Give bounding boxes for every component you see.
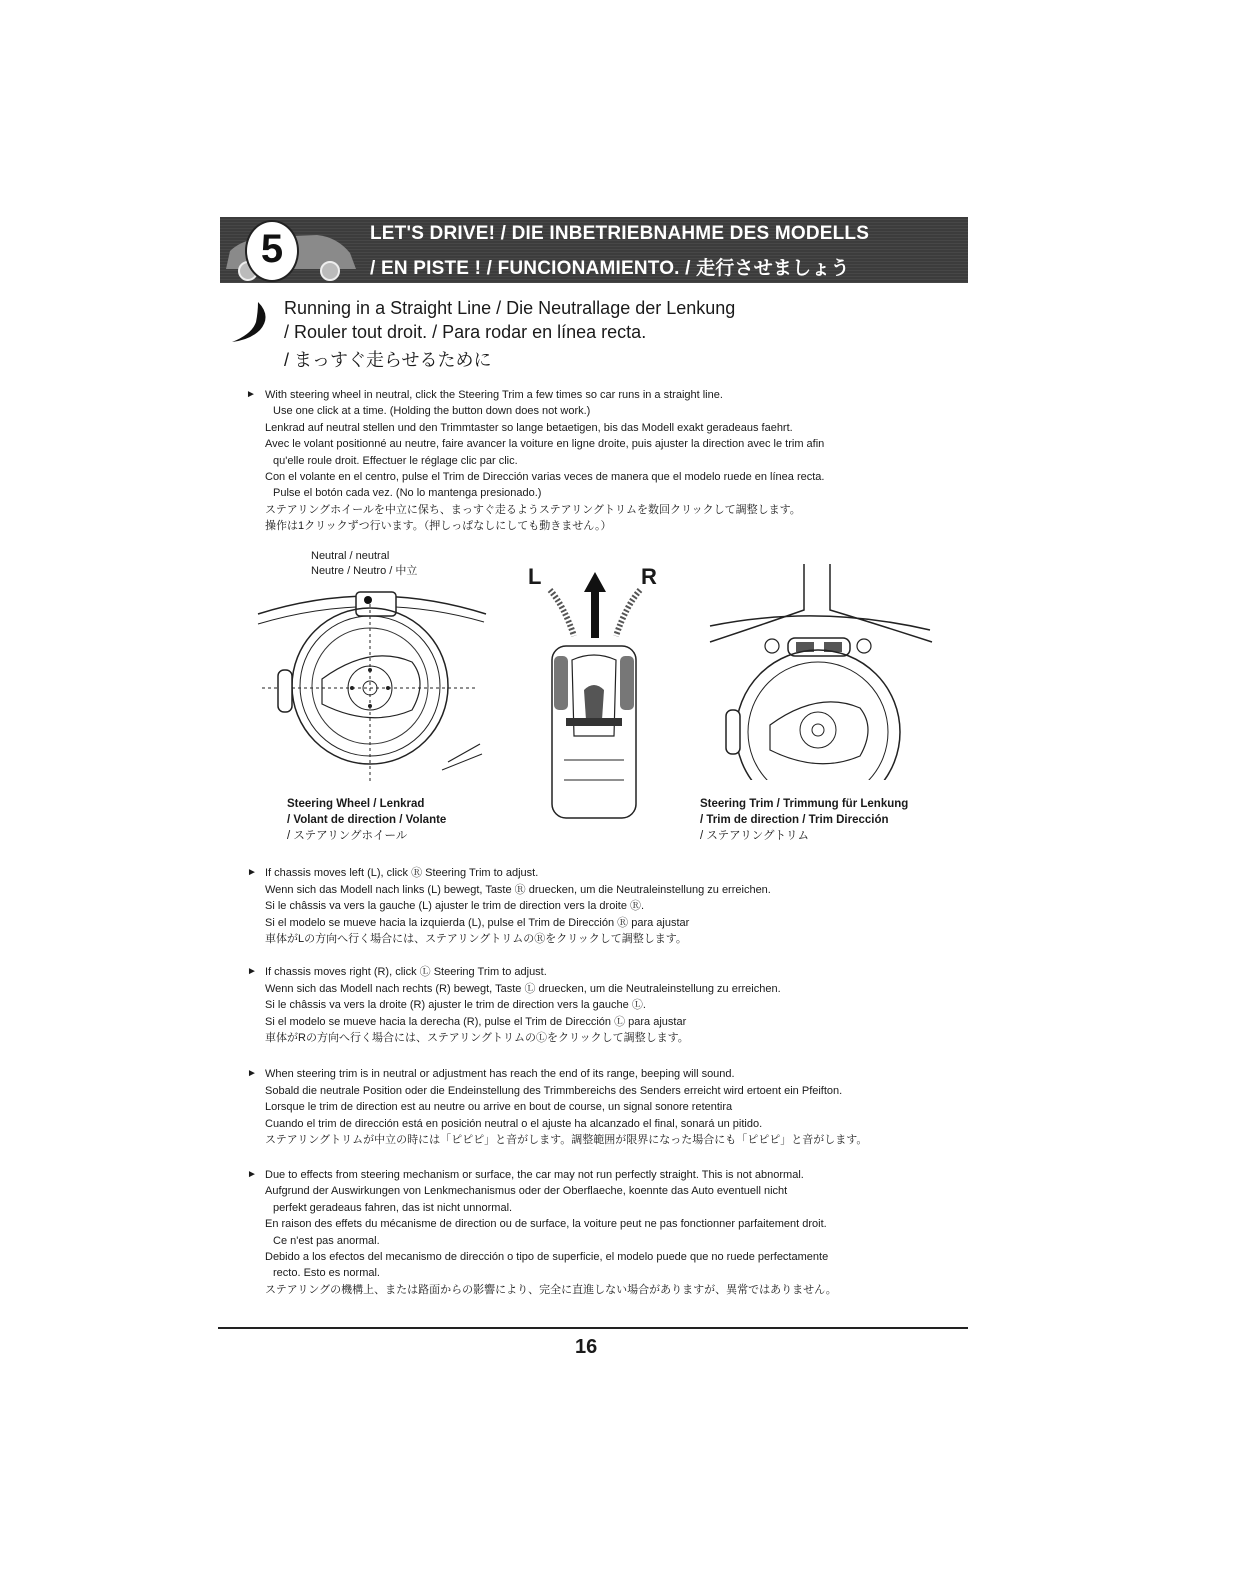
bullet-arrow-icon: ►: [246, 389, 256, 400]
text-line: 車体がLの方向へ行く場合には、ステアリングトリムのⓇをクリックして調整します。: [265, 933, 687, 945]
text-line: ステアリングの機構上、または路面からの影響により、完全に直進しない場合がありますが、異常ではありません。: [265, 1283, 837, 1296]
section-title-line1: Running in a Straight Line / Die Neutrallage der Lenkung: [284, 298, 736, 318]
text-line: Avec le volant positionné au neutre, faire avancer la voiture en ligne droite, puis ajuster la direction avec le trim afin: [265, 438, 825, 451]
rc-car-top-view-illustration: [548, 640, 640, 822]
left-label: L: [528, 564, 542, 589]
bullet-arrow-icon: ►: [247, 966, 257, 977]
text-line: perfekt geradeaus fahren, das ist nicht unnormal.: [273, 1201, 513, 1214]
text-line: If chassis moves right (R), click Ⓛ Steering Trim to adjust.: [265, 966, 547, 978]
step-number: 5: [260, 227, 284, 271]
text-line: With steering wheel in neutral, click the Steering Trim a few times so car runs in a straight line.: [265, 389, 723, 401]
bullet-arrow-icon: ►: [247, 1068, 257, 1079]
steering-wheel-caption: [287, 796, 446, 844]
text-line: Cuando el trim de dirección está en posición neutral o el ajuste ha alcanzado el final, sonará un pitido.: [265, 1117, 763, 1130]
beep-paragraph: [247, 1066, 868, 1149]
text-line: ステアリングホイールを中立に保ち、まっすぐ走るようステアリングトリムを数回クリックして調整します。: [265, 503, 801, 516]
steering-trim-illustration: [700, 560, 940, 780]
text-line: Debido a los efectos del mecanismo de dirección o tipo de superficie, el modelo puede que no ruede perfectamente: [265, 1251, 829, 1264]
footer-rule: [218, 1327, 968, 1329]
section-banner: [220, 217, 968, 283]
text-line: ステアリングトリムが中立の時には「ピピピ」と音がします。調整範囲が限界になった場合にも「ピピピ」と音がします。: [265, 1134, 868, 1146]
text-line: If chassis moves left (L), click Ⓡ Steering Trim to adjust.: [265, 867, 539, 879]
banner-title-line1: LET'S DRIVE! / DIE INBETRIEBNAHME DES MODELLS: [370, 223, 870, 244]
text-line: Due to effects from steering mechanism or surface, the car may not run perfectly straight. This is not abnormal.: [265, 1169, 804, 1181]
bullet-arrow-icon: ►: [247, 1169, 257, 1180]
chassis-right-paragraph: [247, 964, 781, 1047]
caption-line: Steering Trim / Trimmung für Lenkung: [700, 798, 909, 810]
text-line: Lenkrad auf neutral stellen und den Trimmtaster so lange betaetigen, bis das Modell exakt geradeaus faehrt.: [265, 421, 793, 434]
banner-title-line2: / EN PISTE ! / FUNCIONAMIENTO. / 走行させましょう: [370, 258, 850, 279]
caption-line: / Volant de direction / Volante: [287, 814, 447, 826]
text-line: Wenn sich das Modell nach links (L) bewegt, Taste Ⓡ druecken, um die Neutraleinstellung zu erreichen.: [265, 883, 771, 896]
text-line: Sobald die neutrale Position oder die Endeinstellung des Trimmbereichs des Senders erreicht wird ertoent ein Pfeifton.: [265, 1084, 843, 1097]
steering-wheel-illustration: [252, 584, 492, 794]
intro-paragraph: [246, 387, 825, 535]
text-line: Ce n'est pas anormal.: [273, 1234, 380, 1247]
effects-paragraph: [247, 1167, 837, 1298]
text-line: Si el modelo se mueve hacia la derecha (R), pulse el Trim de Dirección Ⓛ para ajustar: [265, 1015, 687, 1028]
right-label: R: [641, 564, 657, 589]
neutral-label-line2: Neutre / Neutro / 中立: [311, 565, 418, 577]
text-line: 操作は1クリックずつ行います。（押しっぱなしにしても動きません。）: [265, 520, 612, 533]
text-line: Si le châssis va vers la droite (R) ajuster le trim de direction vers la gauche Ⓛ.: [265, 999, 646, 1011]
text-line: Aufgrund der Auswirkungen von Lenkmechanismus oder der Oberflaeche, koennte das Auto eventuell nicht: [265, 1185, 788, 1198]
section-title-line2: / Rouler tout droit. / Para rodar en línea recta.: [284, 322, 647, 342]
text-line: En raison des effets du mécanisme de direction ou de surface, la voiture peut ne pas fonctionner parfaitement droit.: [265, 1218, 827, 1231]
text-line: Si le châssis va vers la gauche (L) ajuster le trim de direction vers la droite Ⓡ.: [265, 900, 645, 912]
caption-line: / ステアリングトリム: [700, 830, 809, 842]
caption-line: / ステアリングホイール: [287, 830, 408, 842]
bullet-arrow-icon: ►: [247, 867, 257, 878]
text-line: recto. Esto es normal.: [273, 1267, 380, 1280]
section-title-line3: / まっすぐ走らせるために: [284, 350, 492, 370]
text-line: When steering trim is in neutral or adjustment has reach the end of its range, beeping will sound.: [265, 1068, 735, 1080]
caption-line: Steering Wheel / Lenkrad: [287, 798, 425, 810]
page-number: 16: [575, 1336, 598, 1358]
caption-line: / Trim de direction / Trim Dirección: [700, 814, 889, 826]
direction-arrows-icon: [540, 570, 650, 640]
text-line: qu'elle roule droit. Effectuer le réglage clic par clic.: [273, 454, 518, 467]
text-line: Con el volante en el centro, pulse el Trim de Dirección varias veces de manera que el modelo ruede en línea recta.: [265, 471, 825, 484]
text-line: Lorsque le trim de direction est au neutre ou arrive en bout de course, un signal sonore retentira: [265, 1101, 733, 1113]
swoosh-icon: [228, 298, 276, 344]
text-line: Use one click at a time. (Holding the button down does not work.): [273, 405, 591, 418]
steering-trim-caption: [700, 796, 908, 844]
text-line: 車体がRの方向へ行く場合には、ステアリングトリムのⓁをクリックして調整します。: [265, 1032, 689, 1044]
text-line: Wenn sich das Modell nach rechts (R) bewegt, Taste Ⓛ druecken, um die Neutraleinstellung zu erreichen.: [265, 982, 781, 995]
text-line: Pulse el botón cada vez. (No lo mantenga presionado.): [273, 487, 542, 500]
neutral-label-line1: Neutral / neutral: [311, 550, 390, 562]
chassis-left-paragraph: [247, 865, 771, 948]
text-line: Si el modelo se mueve hacia la izquierda (L), pulse el Trim de Dirección Ⓡ para ajustar: [265, 916, 690, 929]
step-number-badge: [245, 220, 299, 282]
